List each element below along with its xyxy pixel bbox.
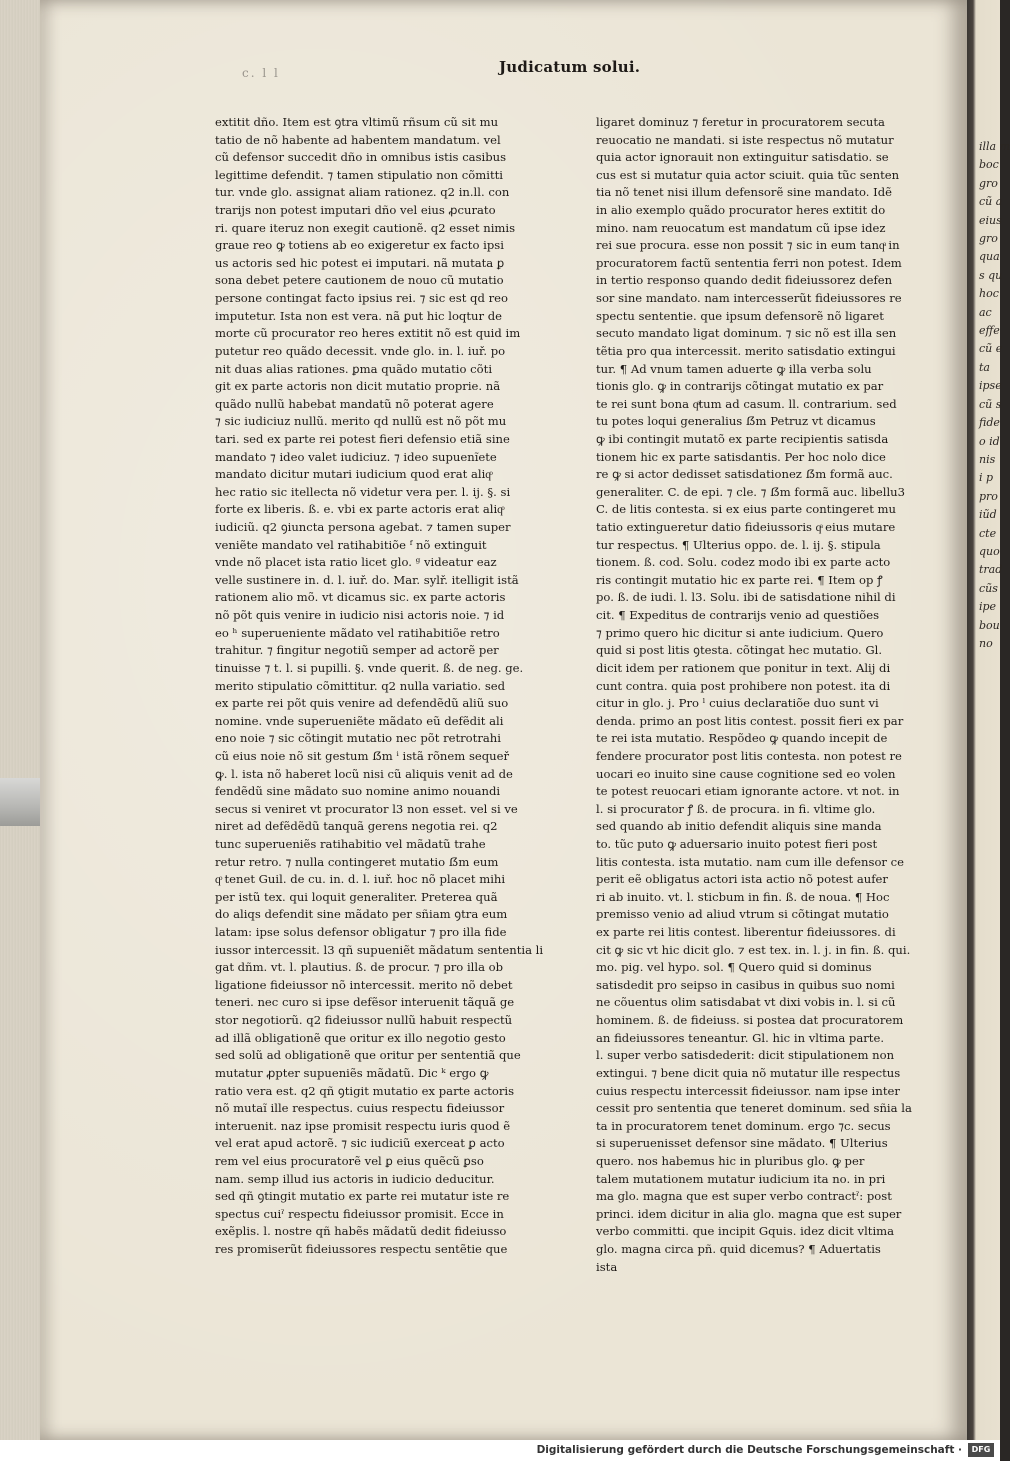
text-line: mino. nam reuocatum est mandatum cũ ipse idez: [596, 220, 886, 235]
text-line: niret ad defẽdẽdũ tanquã gerens negotia rei. q2: [215, 819, 498, 834]
facing-page-fragment: illa m: [979, 140, 1010, 153]
text-line: cessit pro sententia que teneret dominum. sed sñia la: [596, 1101, 912, 1116]
text-line: ligatione fideiussor nõ intercessit. merito nõ debet: [215, 977, 513, 992]
text-line: stor negotiorũ. q2 fideiussor nullũ habuit respectũ: [215, 1013, 513, 1028]
text-line: an fideiussores teneantur. Gl. hic in vltima parte.: [596, 1030, 885, 1045]
text-line: tionem. ß. cod. Solu. codez modo ibi ex parte acto: [596, 555, 891, 570]
text-line: qͦ tenet Guil. de cu. in. d. l. iuř. hoc nõ placet mihi: [215, 872, 506, 887]
text-line: quãdo nullũ habebat mandatũ nõ poterat agere: [215, 396, 494, 411]
text-line: secuto mandato ligat dominum. ⁊ sic nõ est illa sen: [596, 326, 897, 341]
text-line: nomine. vnde superueniẽte mãdato eũ defẽdit ali: [215, 713, 504, 728]
text-line: quid si post litis ꝯtesta. cõtingat hec mutatio. Gl.: [596, 643, 883, 658]
text-line: ꝙ. l. ista nõ haberet locũ nisi cũ aliquis venit ad de: [215, 766, 513, 781]
text-line: sed qñ ꝯtingit mutatio ex parte rei mutatur iste re: [215, 1189, 510, 1204]
facing-page-fragment: nis: [979, 452, 996, 466]
text-line: tur. ¶ Ad vnum tamen aduerte ꝙ illa verba solu: [596, 361, 872, 376]
text-line: sed quando ab initio defendit aliquis sine manda: [596, 819, 882, 834]
text-line: retur retro. ⁊ nulla contingeret mutatio ẞm eum: [215, 854, 499, 869]
text-line: ri ab inuito. vt. l. sticbum in fin. ß. de noua. ¶ Hoc: [596, 889, 890, 904]
text-line: tur respectus. ¶ Ulterius oppo. de. l. ij. §. stipula: [596, 537, 881, 552]
text-line: citur in glo. j. Pro ˡ cuius declaratiõe duo sunt vi: [596, 696, 879, 711]
facing-page-fragment: fide: [979, 416, 1000, 430]
text-line: trahitur. ⁊ fingitur negotiũ semper ad actorẽ per: [215, 643, 499, 658]
text-line: hominem. ß. de fideiuss. si postea dat procuratorem: [596, 1013, 904, 1028]
text-line: spectus cuiˀ respectu fideiussor promisit. Ecce in: [215, 1206, 504, 1221]
text-line: tari. sed ex parte rei potest fieri defensio etiã sine: [215, 431, 510, 446]
facing-page-fragment: trad: [979, 563, 1003, 577]
text-line: git ex parte actoris non dicit mutatio proprie. nã: [215, 379, 501, 394]
text-line: nõ mutaĩ ille respectus. cuius respectu fideiussor: [215, 1101, 505, 1116]
text-line: graue reo ꝙ totiens ab eo exigeretur ex facto ipsi: [215, 238, 504, 253]
facing-page-fragment: ac: [979, 305, 992, 319]
text-line: tionem hic ex parte satisdantis. Per hoc nolo dice: [596, 449, 886, 464]
text-line: ligaret dominuz ⁊ feretur in procuratorem secuta: [596, 115, 885, 129]
text-line: premisso venio ad aliud vtrum si cõtingat mutatio: [596, 907, 889, 922]
text-line: tu potes loqui generalius ẞm Petruz vt dicamus: [596, 414, 876, 429]
text-line: iudiciũ. q2 ꝯiuncta persona agebat. ⁊ tamen super: [215, 520, 511, 535]
facing-page-fragment: boc: [979, 158, 999, 172]
text-line: perit eẽ obligatus actori ista actio nõ potest aufer: [596, 872, 888, 887]
text-line: extitit dño. Item est ꝯtra vltimũ rñsum cũ sit mu: [215, 115, 499, 129]
text-line: in tertio responso quando dedit fideiussorez defen: [596, 273, 893, 288]
text-line: nõ põt quis venire in iudicio nisi actoris noie. ⁊ id: [215, 608, 505, 623]
text-line: mutatur ꝓpter supueniẽs mãdatũ. Dic ᵏ ergo ꝙ: [215, 1065, 489, 1080]
facing-page-fragment: cũ s: [979, 397, 1002, 411]
facing-page-fragment: iũd: [979, 508, 997, 522]
text-line: cuius respectu intercessit fideiussor. nam ipse inter: [596, 1083, 900, 1098]
text-line: morte cũ procurator reo heres extitit nõ est quid im: [215, 326, 521, 341]
text-line: ⁊ sic iudiciuz nullũ. merito qd nullũ est nõ põt mu: [215, 414, 507, 429]
facing-page-fragment: gro: [979, 232, 998, 246]
text-line: cũ eius noie nõ sit gestum ẞm ⁱ istã rõnem sequeř: [215, 748, 510, 763]
text-line: gat dñm. vt. l. plautius. ß. de procur. ⁊ pro illa ob: [215, 960, 504, 975]
text-line: cit. ¶ Expeditus de contrarijs venio ad questiões: [596, 608, 880, 623]
facing-page-fragment: ipe: [979, 600, 997, 614]
text-line: putetur reo quãdo decessit. vnde glo. in. l. iuř. po: [215, 343, 506, 358]
text-line: per istũ tex. qui loquit generaliter. Preterea quã: [215, 889, 498, 904]
text-line: reuocatio ne mandati. si iste respectus nõ mutatur: [596, 132, 894, 147]
text-line: trarijs non potest imputari dño vel eius ꝓcurato: [215, 203, 496, 218]
text-line: litis contesta. ista mutatio. nam cum ille defensor ce: [596, 854, 905, 869]
text-line: nit duas alias rationes. ꝑma quãdo mutatio cõti: [215, 361, 493, 376]
text-line: cit ꝙ sic vt hic dicit glo. ⁊ est tex. in. l. j. in fin. ß. qui.: [596, 942, 911, 957]
text-line: us actoris sed hic potest ei imputari. nã mutata ꝑ: [215, 255, 505, 270]
text-line: mo. pig. vel hypo. sol. ¶ Quero quid si dominus: [596, 960, 872, 975]
text-line: rationem alio mõ. vt dicamus sic. ex parte actoris: [215, 590, 506, 605]
text-line: ista: [596, 1259, 618, 1274]
facing-page-edge: [967, 0, 1010, 1440]
text-line: ex parte rei litis contest. liberentur fideiussores. di: [596, 925, 896, 940]
facing-page-fragment: bou: [979, 618, 1000, 632]
text-line: po. ß. de iudi. l. l3. Solu. ibi de satisdatione nihil di: [596, 590, 896, 605]
facing-page-fragment: ta: [979, 360, 990, 374]
text-line: fendere procurator post litis contesta. non potest re: [596, 748, 902, 763]
text-line: quia actor ignorauit non extinguitur satisdatio. se: [596, 150, 889, 165]
facing-page-fragment: o id: [979, 434, 1000, 448]
facing-page-fragment: qua: [979, 250, 1000, 264]
text-line: ri. quare iteruz non exegit cautionẽ. q2 esset nimis: [215, 220, 516, 235]
footer-bar: [0, 1440, 1000, 1461]
text-line: spectu sententie. que ipsum defensorẽ nõ ligaret: [596, 308, 884, 323]
text-line: tunc superueniẽs ratihabitio vel mãdatũ trahe: [215, 836, 486, 851]
text-line: cunt contra. quia post prohibere non potest. ita di: [596, 678, 891, 693]
text-line: to. tũc puto ꝙ aduersario inuito potest fieri post: [596, 836, 878, 851]
facing-page-fragment: no: [979, 636, 993, 650]
text-line: verbo committi. que incipit Gquis. idez dicit vltima: [596, 1224, 895, 1239]
facing-page-fragment: pro: [979, 489, 998, 503]
text-line: tinuisse ⁊ t. l. si pupilli. §. vnde querit. ß. de neg. ge.: [215, 660, 524, 675]
text-column-right: [596, 114, 912, 1276]
text-line: princi. idem dicitur in alia glo. magna que est super: [596, 1206, 902, 1221]
text-line: extingui. ⁊ bene dicit quia nõ mutatur ille respectus: [596, 1065, 901, 1080]
facing-page-fragment: gro: [979, 176, 998, 190]
text-line: cus est si mutatur quia actor sciuit. quia tũc senten: [596, 167, 900, 182]
text-line: ne cõuentus olim satisdabat vt dixi vobis in. l. si cũ: [596, 995, 896, 1010]
facing-page-fragment: ipse: [979, 379, 1002, 393]
text-line: ta in procuratorem tenet dominum. ergo ⁊c. secus: [596, 1118, 891, 1133]
text-line: te rei sunt bona qͣtum ad casum. ll. contrarium. sed: [596, 396, 897, 411]
facing-page-fragment: hoc: [979, 287, 999, 301]
text-line: sona debet petere cautionem de nouo cũ mutatio: [215, 273, 504, 288]
text-line: hec ratio sic itellecta nõ videtur vera per. l. ij. §. si: [215, 484, 511, 499]
text-line: velle sustinere in. d. l. iuř. do. Mar. sylř. itelligit istã: [215, 572, 519, 587]
text-line: re ꝙ si actor dedisset satisdationez ẞm formã auc.: [596, 467, 893, 482]
text-line: ad illã obligationẽ que oritur ex illo negotio gesto: [215, 1030, 506, 1045]
text-line: procuratorem factũ sententia ferri non potest. Idem: [596, 255, 902, 270]
text-line: do aliqs defendit sine mãdato per sñiam ꝯtra eum: [215, 907, 508, 922]
text-line: veniẽte mandato vel ratihabitiõe ᶠ nõ extinguit: [215, 537, 487, 552]
text-line: satisdedit pro seipso in casibus in quibus suo nomi: [596, 977, 895, 992]
text-line: mandato dicitur mutari iudicium quod erat aliqͦ: [215, 467, 492, 482]
text-line: persone contingat facto ipsius rei. ⁊ sic est qd reo: [215, 291, 508, 306]
facing-page-fragment: cte: [979, 526, 997, 540]
text-column-left: [215, 114, 544, 1259]
facing-page-fragment: quo: [979, 544, 1000, 558]
text-line: generaliter. C. de epi. ⁊ cle. ⁊ ẞm formã auc. libellu3: [596, 484, 906, 499]
facing-page-fragment: eius: [979, 213, 1002, 227]
facing-page-fragment: s qu: [979, 268, 1003, 282]
text-line: in alio exemplo quãdo procurator heres extitit do: [596, 203, 886, 218]
text-line: forte ex liberis. ß. e. vbi ex parte actoris erat aliqͦ: [215, 502, 503, 517]
text-line: dicit idem per rationem que ponitur in text. Alij di: [596, 660, 891, 675]
text-line: latam: ipse solus defensor obligatur ⁊ pro illa fide: [215, 925, 507, 940]
text-line: res promiserũt fideiussores respectu sentẽtie que: [215, 1242, 508, 1256]
facing-page-fragment: i p: [979, 471, 994, 485]
text-line: te rei ista mutatio. Respõdeo ꝙ quando incepit de: [596, 731, 888, 746]
text-line: tionis glo. ꝙ in contrarijs cõtingat mutatio ex par: [596, 379, 884, 394]
text-line: mandato ⁊ ideo valet iudiciuz. ⁊ ideo supuenĩete: [215, 449, 497, 464]
text-line: teneri. nec curo si ipse defẽsor interuenit tãquã ge: [215, 995, 515, 1010]
text-line: legittime defendit. ⁊ tamen stipulatio non cõmitti: [215, 167, 504, 182]
text-line: merito stipulatio cõmittitur. q2 nulla variatio. sed: [215, 678, 506, 693]
text-line: si superuenisset defensor sine mãdato. ¶ Ulterius: [596, 1136, 888, 1151]
text-line: te potest reuocari etiam ignorante actore. vt not. in: [596, 784, 900, 799]
text-line: uocari eo inuito sine cause cognitione sed eo volen: [596, 766, 896, 781]
text-line: sed solũ ad obligationẽ que oritur per sententiã que: [215, 1048, 521, 1063]
text-line: ris contingit mutatio hic ex parte rei. ¶ Item op ꝭ: [596, 572, 883, 587]
text-line: C. de litis contesta. si ex eius parte contingeret mu: [596, 502, 897, 517]
facing-page-fragment: cũ e: [979, 342, 1003, 356]
text-line: ⁊ primo quero hic dicitur si ante iudicium. Quero: [596, 625, 884, 640]
facing-page-fragment: cũs: [979, 581, 998, 595]
text-line: tatio de nõ habente ad habentem mandatum. vel: [215, 132, 501, 147]
text-line: quero. nos habemus hic in pluribus glo. ꝙ per: [596, 1153, 865, 1168]
text-line: sor sine mandato. nam intercesserũt fideiussores re: [596, 291, 902, 306]
text-line: l. si procurator ꝭ ß. de procura. in fi. vltime glo.: [596, 801, 876, 816]
pencil-mark: c. l l: [242, 66, 280, 80]
funding-notice: Digitalisierung gefördert durch die Deutsche Forschungsgemeinschaft ·: [536, 1444, 962, 1456]
text-line: interuenit. naz ipse promisit respectu iuris quod ẽ: [215, 1118, 511, 1133]
text-line: cũ defensor succedit dño in omnibus istis casibus: [215, 150, 507, 165]
text-line: ratio vera est. q2 qñ ꝯtigit mutatio ex parte actoris: [215, 1083, 515, 1098]
text-line: iussor intercessit. l3 qñ supueniẽt mãdatum sententia li: [215, 942, 544, 957]
text-line: ꝙ ibi contingit mutatõ ex parte recipientis satisda: [596, 431, 889, 446]
text-line: fendẽdũ sine mãdato suo nomine animo nouandi: [215, 784, 501, 799]
text-line: nam. semp illud ius actoris in iudicio deducitur.: [215, 1171, 495, 1186]
text-line: tatio extingueretur datio fideiussoris qͣ eius mutare: [596, 520, 896, 535]
running-head: Judicatum solui.: [499, 58, 641, 76]
text-line: glo. magna circa pñ. quid dicemus? ¶ Aduertatis: [596, 1242, 881, 1256]
dfg-logo: DFG: [968, 1443, 994, 1457]
text-line: vnde nõ placet ista ratio licet glo. ᵍ videatur eaz: [215, 555, 497, 570]
text-line: denda. primo an post litis contest. possit fieri ex par: [596, 713, 904, 728]
text-line: secus si veniret vt procurator l3 non esset. vel si ve: [215, 801, 518, 816]
text-line: rei sue procura. esse non possit ⁊ sic in eum tanqͣ in: [596, 238, 900, 253]
text-line: talem mutationem mutatur iudicium ita no. in pri: [596, 1171, 886, 1186]
text-line: rem vel eius procuratorẽ vel ꝑ eius quẽcũ ꝑso: [215, 1153, 484, 1168]
text-line: tia nõ tenet nisi illum defensorẽ sine mandato. Idẽ: [596, 185, 893, 200]
facing-page-fragment: effe: [979, 324, 1000, 338]
page-stack-edge: [0, 0, 40, 1440]
facing-page-fragments: [979, 138, 1010, 653]
text-line: exẽplis. l. nostre qñ habẽs mãdatũ dedit fideiusso: [215, 1224, 507, 1239]
text-line: tur. vnde glo. assignat aliam rationez. q2 in.ll. con: [215, 185, 510, 200]
text-line: tẽtia pro qua intercessit. merito satisdatio extingui: [596, 343, 896, 358]
text-line: ma glo. magna que est super verbo contractˀ: post: [596, 1189, 892, 1204]
text-line: l. super verbo satisdederit: dicit stipulationem non: [596, 1048, 895, 1063]
text-line: eo ʰ superueniente mãdato vel ratihabitiõe retro: [215, 625, 500, 640]
text-line: imputetur. Ista non est vera. nã ꝑut hic loqtur de: [215, 308, 502, 323]
text-line: ex parte rei põt quis venire ad defendẽdũ aliũ suo: [215, 696, 509, 711]
text-line: eno noie ⁊ sic cõtingit mutatio nec põt retrotrahi: [215, 731, 501, 746]
text-line: vel erat apud actorẽ. ⁊ sic iudiciũ exerceat ꝑ acto: [215, 1136, 505, 1151]
facing-page-fragment: cũ a: [979, 195, 1003, 209]
